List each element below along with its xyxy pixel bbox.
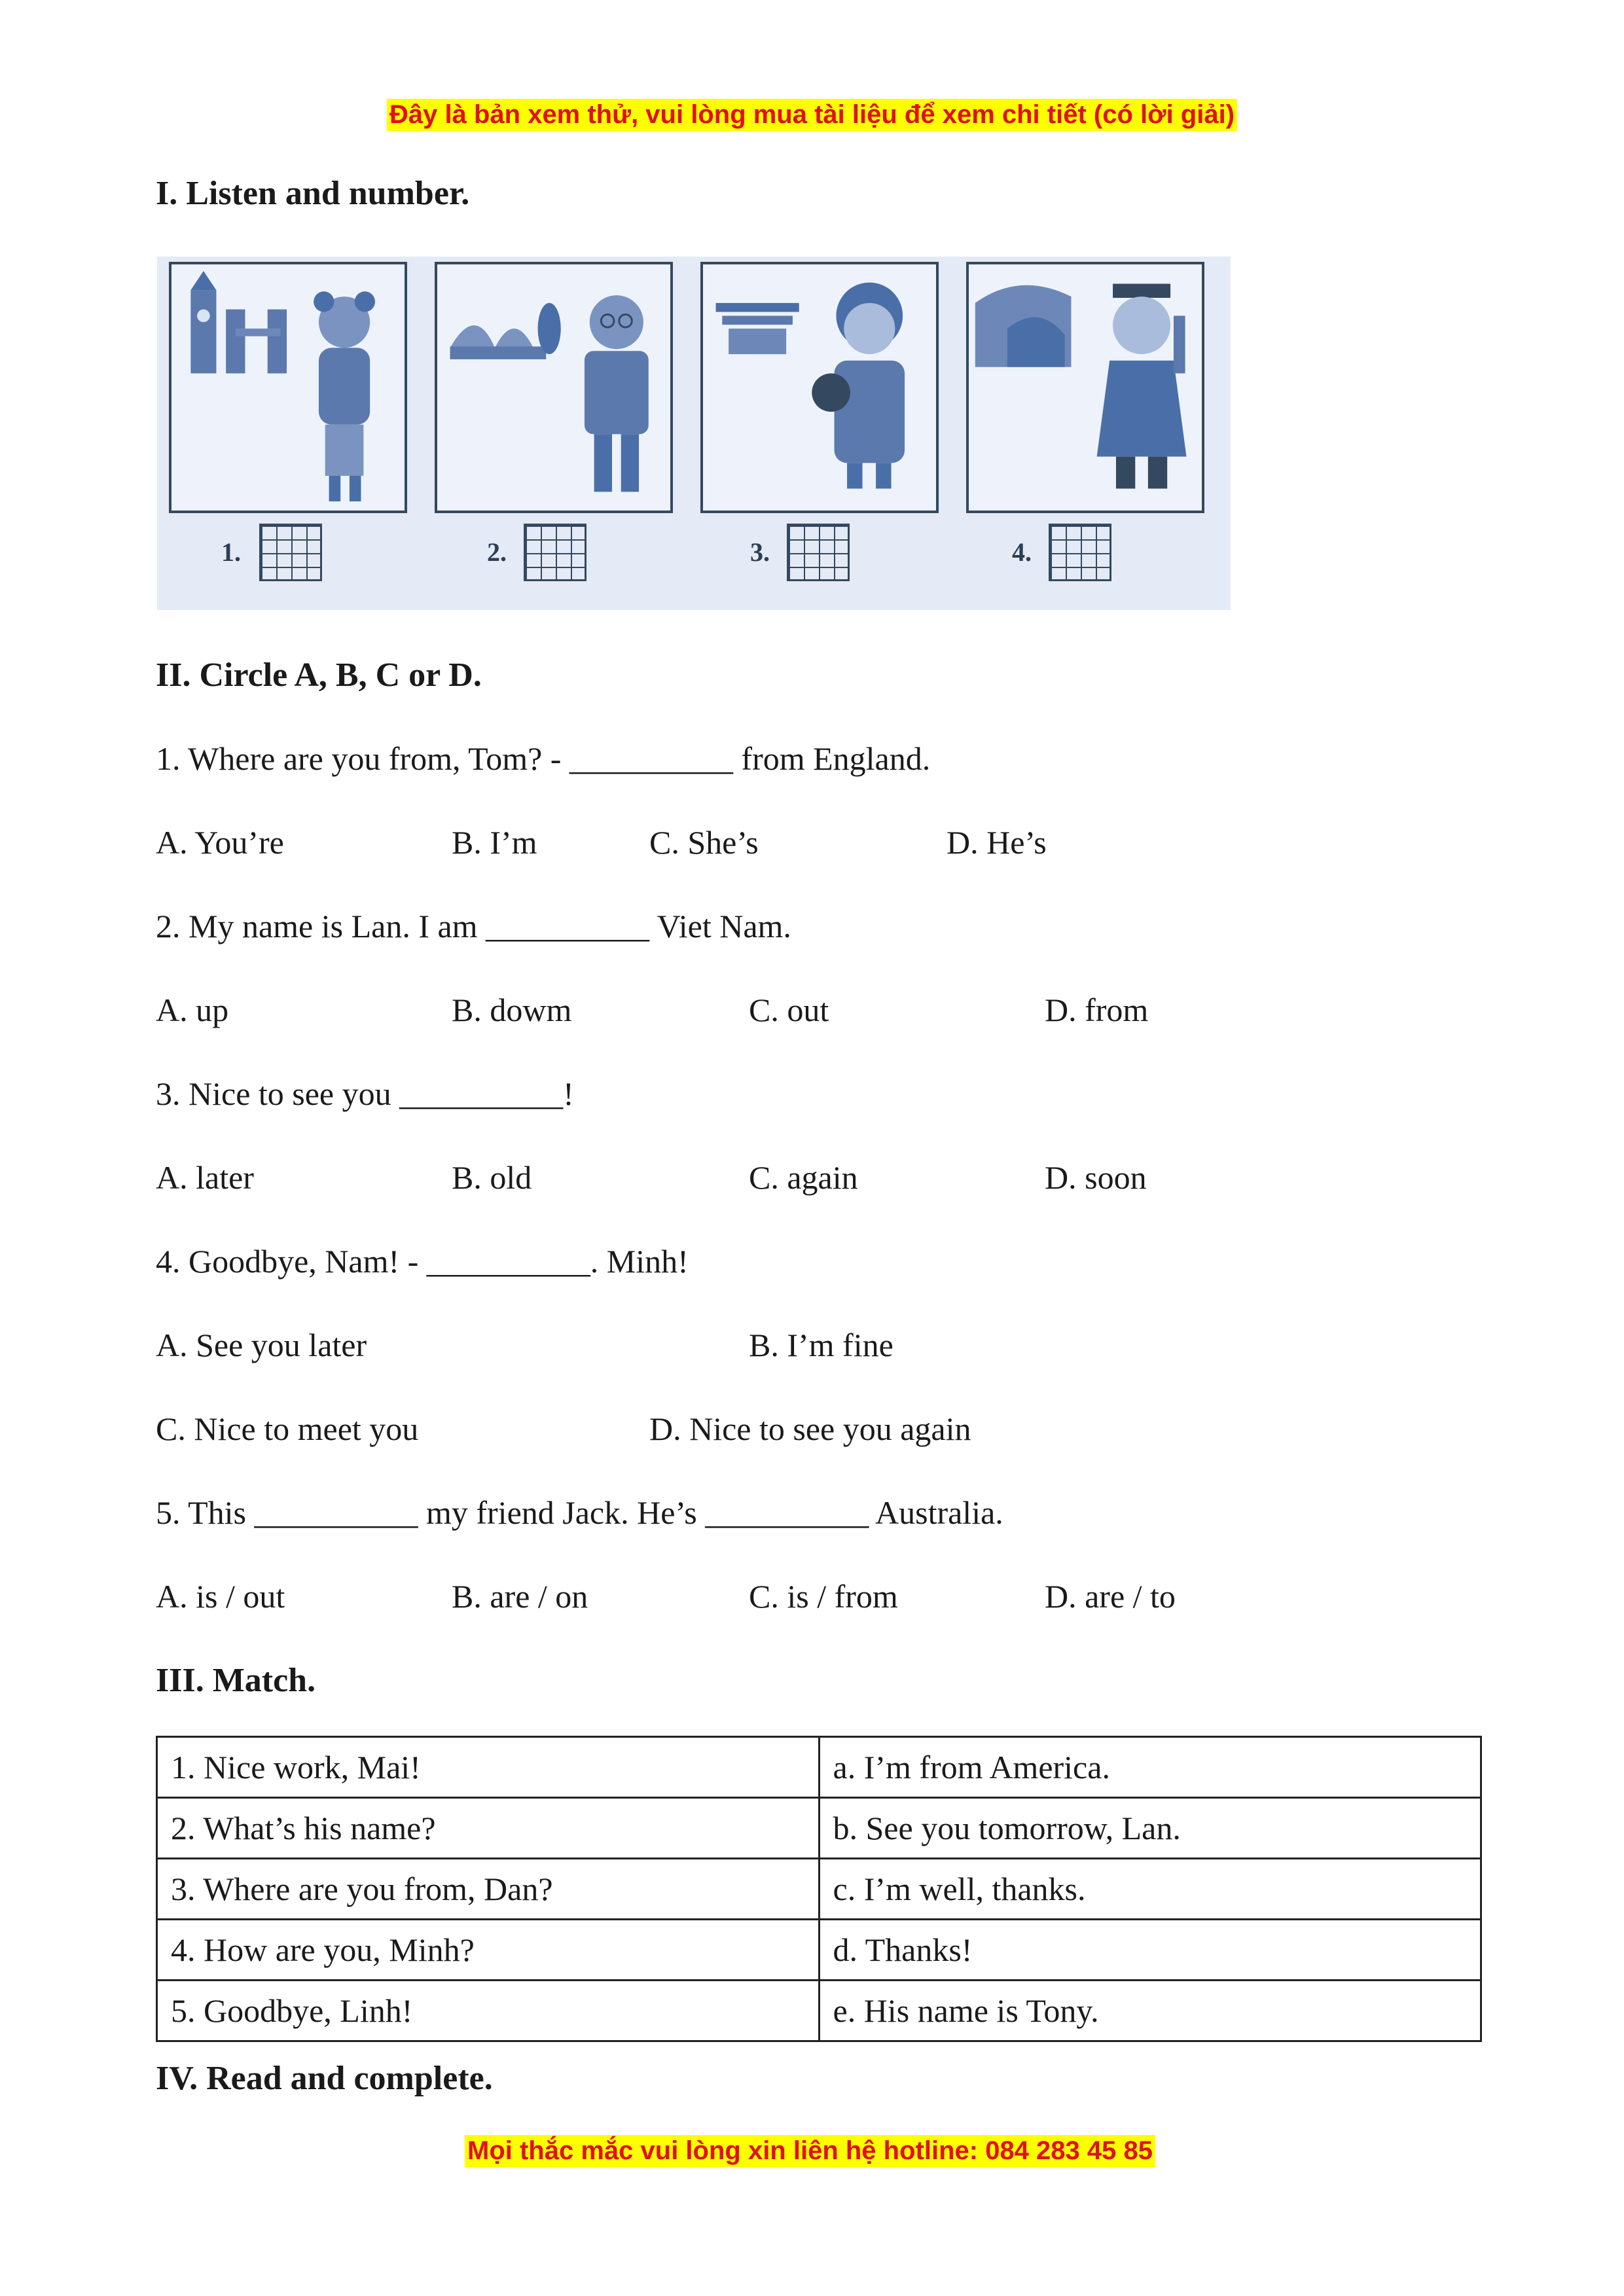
hotline-notice: Mọi thắc mắc vui lòng xin liên hệ hotline: 084 283 45 85	[465, 2135, 1155, 2167]
picture-vietnam-boy	[966, 262, 1204, 513]
match-question: 5. Goodbye, Linh!	[157, 1981, 820, 2041]
question-1-option-c[interactable]: C. She’s	[649, 824, 759, 861]
match-answer: d. Thanks!	[819, 1920, 1481, 1981]
picture-sydney-boy	[435, 262, 673, 513]
table-row	[157, 1981, 1481, 2041]
table-row	[157, 1920, 1481, 1981]
question-5-option-a[interactable]: A. is / out	[156, 1578, 285, 1615]
question-5-option-b[interactable]: B. are / on	[452, 1578, 588, 1615]
section-4-title: IV. Read and complete.	[156, 2060, 493, 2097]
match-table	[156, 1736, 1482, 2042]
match-answer: b. See you tomorrow, Lan.	[819, 1798, 1481, 1859]
picture-number-1: 1.	[221, 537, 241, 567]
question-2-text: 2. My name is Lan. I am __________ Viet Nam.	[156, 908, 791, 944]
number-answer-box-3[interactable]	[787, 524, 850, 581]
question-2-option-b[interactable]: B. dowm	[452, 992, 572, 1028]
match-question: 3. Where are you from, Dan?	[157, 1859, 820, 1920]
match-question: 2. What’s his name?	[157, 1798, 820, 1859]
question-4-option-d[interactable]: D. Nice to see you again	[649, 1410, 971, 1447]
question-1-text: 1. Where are you from, Tom? - __________ from England.	[156, 740, 931, 777]
picture-number-4: 4.	[1012, 537, 1032, 567]
question-4-option-c[interactable]: C. Nice to meet you	[156, 1410, 419, 1447]
question-4-option-a[interactable]: A. See you later	[156, 1327, 367, 1363]
section-1-title: I. Listen and number.	[156, 175, 470, 212]
listen-pictures	[157, 257, 1231, 610]
question-2-option-a[interactable]: A. up	[156, 992, 229, 1028]
picture-london-girl	[169, 262, 407, 513]
section-3-title: III. Match.	[156, 1662, 316, 1699]
question-4-option-b[interactable]: B. I’m fine	[749, 1327, 893, 1363]
picture-japan-girl	[700, 262, 939, 513]
match-question: 1. Nice work, Mai!	[157, 1737, 820, 1798]
question-3-option-d[interactable]: D. soon	[1045, 1159, 1147, 1196]
question-3-option-c[interactable]: C. again	[749, 1159, 858, 1196]
question-2-option-d[interactable]: D. from	[1045, 992, 1149, 1028]
question-3-text: 3. Nice to see you __________!	[156, 1075, 574, 1112]
question-4-text: 4. Goodbye, Nam! - __________. Minh!	[156, 1243, 689, 1280]
preview-notice: Đây là bản xem thử, vui lòng mua tài liệu để xem chi tiết (có lời giải)	[387, 99, 1237, 131]
picture-number-2: 2.	[487, 537, 507, 567]
section-2-title: II. Circle A, B, C or D.	[156, 656, 482, 694]
match-answer: e. His name is Tony.	[819, 1981, 1481, 2041]
number-answer-box-4[interactable]	[1049, 524, 1111, 581]
question-1-option-b[interactable]: B. I’m	[452, 824, 537, 861]
table-row	[157, 1737, 1481, 1798]
question-1-option-a[interactable]: A. You’re	[156, 824, 284, 861]
match-answer: a. I’m from America.	[819, 1737, 1481, 1798]
table-row	[157, 1859, 1481, 1920]
question-3-option-b[interactable]: B. old	[452, 1159, 532, 1196]
picture-number-3: 3.	[750, 537, 770, 567]
match-question: 4. How are you, Minh?	[157, 1920, 820, 1981]
question-2-option-c[interactable]: C. out	[749, 992, 829, 1028]
number-answer-box-1[interactable]	[259, 524, 322, 581]
table-row	[157, 1798, 1481, 1859]
question-5-option-c[interactable]: C. is / from	[749, 1578, 898, 1615]
question-5-option-d[interactable]: D. are / to	[1045, 1578, 1176, 1615]
question-5-text: 5. This __________ my friend Jack. He’s __________ Australia.	[156, 1494, 1003, 1531]
question-1-option-d[interactable]: D. He’s	[947, 824, 1047, 861]
number-answer-box-2[interactable]	[524, 524, 586, 581]
match-answer: c. I’m well, thanks.	[819, 1859, 1481, 1920]
question-3-option-a[interactable]: A. later	[156, 1159, 254, 1196]
